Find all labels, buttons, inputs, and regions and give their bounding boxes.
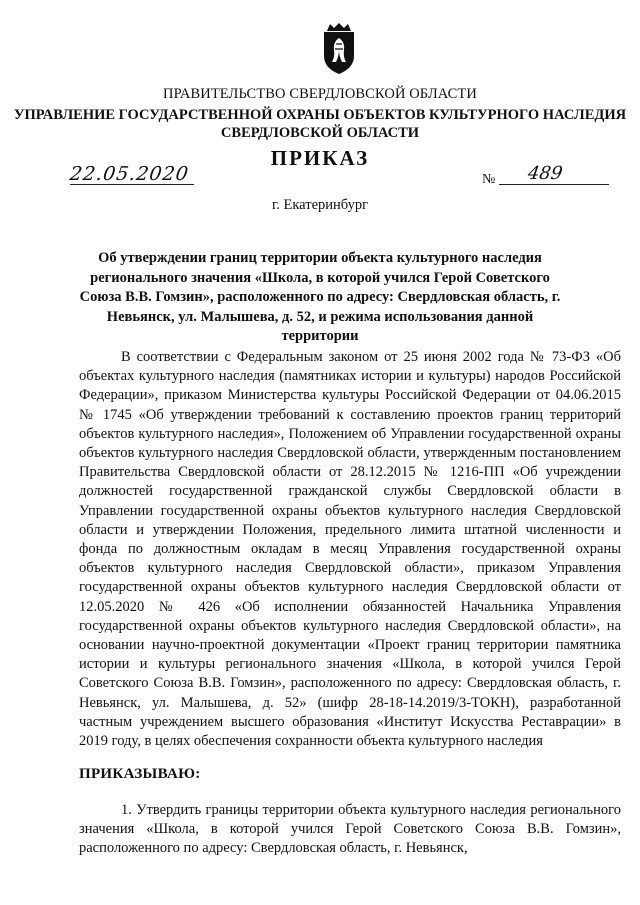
handwritten-number: 489 [526,163,564,184]
preamble-paragraph: В соответствии с Федеральным законом от 25 июня 2002 года № 73-ФЗ «Об объектах культурного наследия (памятниках истории и культуры) народов Российской Федерации», приказом Министерства культуры Российской Федерации от 04.06.2015 № 1745 «Об утверждении требований к составлению проектов границ территорий объектов культурного наследия», Положением об Управлении государственной охраны объектов культурного наследия Свердловской области, утвержденным постановлением Правительства Свердловской области от 28.12.2015 № 1216-ПП «Об учреждении должностей государственной гражданской службы Свердловской области в Управлении государственной охраны объектов культурного наследия Свердловской области и утверждении Положения, предельного лимита штатной численности и фонда по должностным окладам в месяц Управления государственной охраны объектов культурного наследия Свердловской области», приказом Управления государственной охраны объектов культурного наследия Свердловской области от 12.05.2020 № 426 «Об исполнении обязанностей Начальника Управления государственной охраны объектов культурного наследия Свердловской области», на основании научно-проектной документации «Проект границ территории памятника истории и культуры регионального значения «Школа, в которой учился Герой Советского Союза В.В. Гомзин», расположенного по адресу: Свердловская область, г. Невьянск, ул. Малышева, д. 52» (шифр 28-18-14.2019/3-ТОКН), разработанной частным учреждением высшего образования «Институт Искусства Реставрации» в 2019 году, в целях обеспечения сохранности объекта культурного наследия [79,349,621,750]
department-name-line1: УПРАВЛЕНИЕ ГОСУДАРСТВЕННОЙ ОХРАНЫ ОБЪЕКТОВ КУЛЬТУРНОГО НАСЛЕДИЯ [13,107,627,123]
department-name-line2: СВЕРДЛОВСКОЙ ОБЛАСТИ [220,125,420,141]
order-directive-heading: ПРИКАЗЫВАЮ: [79,766,201,782]
number-underline [499,184,609,185]
handwritten-date: 22.05.2020 [68,163,191,185]
department-name [0,106,640,142]
sverdlovsk-coat-of-arms-icon [322,22,356,76]
document-type-title: ПРИКАЗ [270,146,370,170]
city: г. Екатеринбург [271,197,369,213]
order-subject: Об утверждении границ территории объекта культурного наследия регионального значения «Школа, в которой учился Герой Советского Союза В.В. Гомзин», расположенного по адресу: Свердловская область, г. Невьянск, ул. Малышева, д. 52, и режима использования данной территории [79,250,561,345]
date-underline [70,184,194,185]
order-item-1: 1. Утвердить границы территории объекта культурного наследия регионального значения «Школа, в которой учился Герой Советского Союза В.В. Гомзин», расположенного по адресу: Свердловская область, г. Невьянск, [79,802,621,857]
number-label: № [482,172,496,187]
government-name: ПРАВИТЕЛЬСТВО СВЕРДЛОВСКОЙ ОБЛАСТИ [163,86,477,102]
